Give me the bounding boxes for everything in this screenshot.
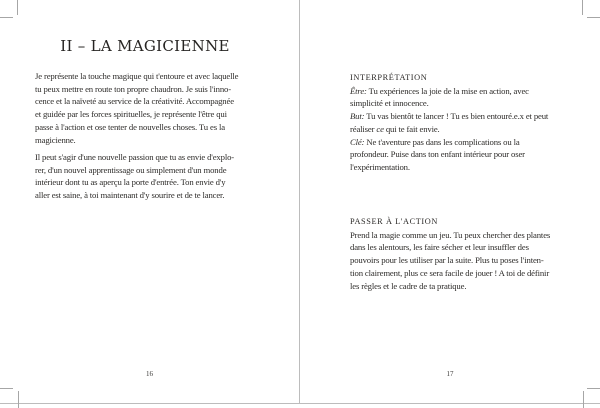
body-text: et guidée par les forces spirituelles, je représente l'être qui [35,109,227,120]
body-text: réaliser [350,123,377,134]
section-interpretation-body [350,85,574,174]
text-line [350,280,574,293]
section-passer-a-laction [350,216,574,292]
emphasized-text: Être: [350,85,367,96]
chapter-title: II – LA MAGICIENNE [60,37,230,55]
body-text: Prend la magie comme un jeu. Tu peux chercher des plantes [350,229,551,240]
text-line [35,95,257,108]
text-line [35,164,257,177]
text-line [350,241,574,254]
section-passer-a-laction-body [350,229,574,293]
body-text: tu peux mettre en route ton propre chaudron. Je suis l'inno- [35,83,231,94]
text-line [350,229,574,242]
body-text: Tu vas bientôt te lancer ! Tu es bien entouré.e.x et peut [364,111,549,122]
body-text: magicienne. [35,134,76,145]
body-text: pouvoirs pour les utiliser par la suite. Plus tu poses l'inten- [350,255,544,266]
emphasized-text: But: [350,111,365,122]
text-line [350,97,574,110]
text-line [350,254,574,267]
body-text: les règles et le cadre de ta pratique. [350,280,467,291]
body-text: Tu expériences la joie de la mise en action, avec [366,85,529,96]
text-line [350,267,574,280]
body-text: passe à l'action et ose tenter de nouvelles choses. Tu es la [35,121,225,132]
body-text: Il peut s'agir d'une nouvelle passion que tu as envie d'explo- [35,152,235,162]
text-line [35,151,257,164]
body-text: aller est saine, à toi maintenant d'y sourire et de te lancer. [35,190,225,201]
text-line [350,136,574,149]
text-line [35,83,257,96]
body-text: intérieur dont tu as aperçu la porte d'entrée. Ton envie d'y [35,177,226,188]
crop-mark-bottom-right-vertical [583,391,584,408]
crop-mark-top-left-vertical [17,0,18,15]
text-line [350,110,574,123]
text-line [35,108,257,121]
body-text: Ne t'aventure pas dans les complications ou la [364,136,520,147]
page-gutter-divider [299,0,300,404]
section-heading-interpretation: INTERPRÉTATION [350,73,428,82]
page-number-left: 16 [146,370,153,378]
section-interpretation [350,72,574,174]
crop-mark-bottom-left-horizontal [0,388,13,389]
body-text: tion clairement, plus ce sera facile de jouer ! A toi de définir [350,267,550,278]
text-line [350,123,574,136]
left-paragraph-2 [35,151,257,202]
crop-mark-bottom-left-vertical [18,391,19,408]
text-line [350,85,574,98]
body-text: qui te fait envie. [383,123,440,134]
crop-mark-bottom-right-horizontal [587,388,600,389]
text-line [35,176,257,189]
text-line [35,121,257,134]
page-bottom-border [0,403,600,404]
book-page-right [300,0,600,403]
text-line [35,70,257,83]
body-text: profondeur. Puise dans ton enfant intérieur pour oser [350,149,525,160]
body-text: Je représente la touche magique qui t'entoure et avec laquelle [35,71,239,81]
page-number-right: 17 [446,370,454,378]
crop-mark-top-right-horizontal [587,17,600,18]
body-text: simplicité et innocence. [350,98,429,109]
body-text: cence et la naïveté au service de la créativité. Accompagnée [35,96,234,107]
left-paragraph-1 [35,70,257,146]
crop-mark-top-right-vertical [582,0,583,15]
text-line [35,189,257,202]
body-text: dans les alentours, les faire sécher et leur insuffler des [350,242,529,253]
body-text: l'expérimentation. [350,161,410,172]
crop-mark-top-left-horizontal [0,17,13,18]
emphasized-text: ce [376,123,384,134]
text-line [35,134,257,147]
text-line [350,148,574,161]
emphasized-text: Clé: [350,136,365,147]
text-line [350,161,574,174]
section-heading-passer-a-laction: PASSER À L'ACTION [350,217,438,226]
body-text: rer, d'un nouvel apprentissage ou simplement d'un monde [35,164,227,175]
